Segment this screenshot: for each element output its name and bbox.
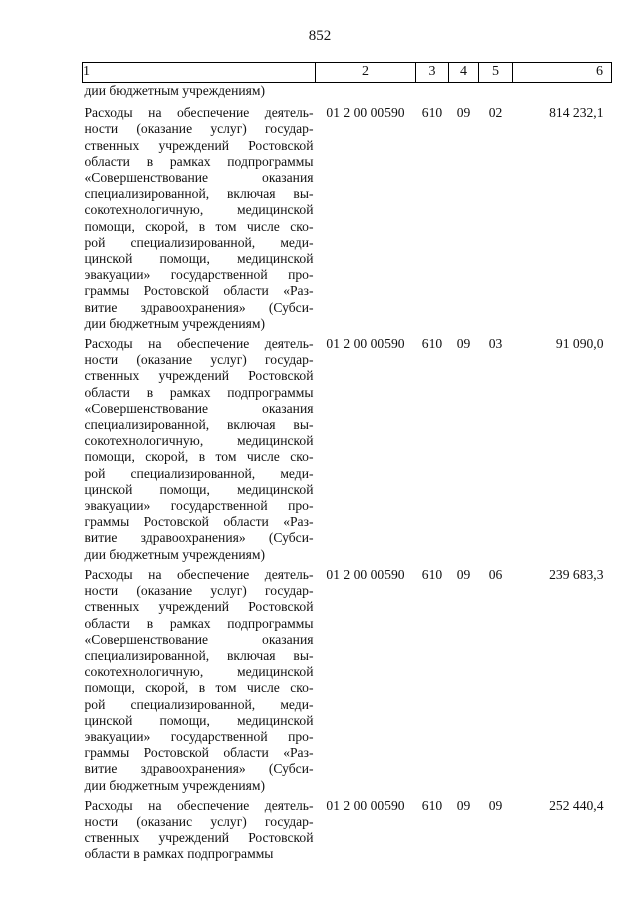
description-line: дии бюджетным учреждениям) (84, 777, 265, 793)
description-line: помощи, скорой, в том числе ско- (84, 680, 314, 696)
row-amount: 239 683,3 (549, 566, 604, 582)
header-col-2: 2 (316, 63, 416, 83)
table-row (83, 105, 612, 336)
row-code: 01 2 00 00590 (326, 105, 405, 121)
table-body (83, 83, 612, 867)
description-line: эвакуации» государственной про- (84, 267, 314, 283)
row-code: 01 2 00 00590 (326, 797, 405, 813)
description-line: цинской помощи, медицинской (84, 481, 314, 497)
description-line: витие здравоохранения» (Субси- (84, 761, 314, 777)
row-col-3: 610 (421, 336, 443, 352)
budget-table (82, 62, 612, 867)
row-description (83, 567, 316, 798)
header-col-3: 3 (416, 63, 449, 83)
header-col-6: 6 (513, 63, 612, 83)
description-line: «Совершенствование оказания (84, 400, 314, 416)
description-line: области в рамках подпрограммы (84, 846, 274, 862)
description-line: ности (оказание услуг) государ- (84, 583, 314, 599)
row-col-5: 02 (488, 105, 503, 121)
description-line: витие здравоохранения» (Субси- (84, 299, 314, 315)
description-line: «Совершенствование оказания (84, 631, 314, 647)
description-line: помощи, скорой, в том числе ско- (84, 218, 314, 234)
row-amount: 91 090,0 (555, 336, 604, 352)
description-line: сокотехнологичную, медицинской (84, 202, 314, 218)
description-line: цинской помощи, медицинской (84, 712, 314, 728)
description-line: специализированной, включая вы- (84, 186, 314, 202)
row-col-5: 03 (488, 336, 503, 352)
description-line: дии бюджетным учреждениям) (84, 315, 265, 331)
description-line: специализированной, включая вы- (84, 647, 314, 663)
description-line: ности (оказанис услуг) государ- (84, 813, 314, 829)
row-col-3: 610 (421, 566, 443, 582)
description-line: Расходы на обеспечение деятель- (84, 105, 314, 121)
description-line: сокотехнологичную, медицинской (84, 664, 314, 680)
row-col-5: 09 (488, 797, 503, 813)
description-line: помощи, скорой, в том числе ско- (84, 449, 314, 465)
description-line: витие здравоохранения» (Субси- (84, 530, 314, 546)
description-line: ственных учреждений Ростовской (84, 830, 314, 846)
description-line: ственных учреждений Ростовской (84, 368, 314, 384)
description-line: ственных учреждений Ростовской (84, 599, 314, 615)
row-description (83, 798, 316, 867)
row-amount: 814 232,1 (549, 105, 604, 121)
row-col-3: 610 (421, 105, 443, 121)
row-col-4: 09 (456, 336, 471, 352)
continuation-row (83, 83, 612, 106)
description-line: эвакуации» государственной про- (84, 498, 314, 514)
row-col-5: 06 (488, 566, 503, 582)
row-amount: 252 440,4 (549, 797, 604, 813)
description-line: рой специализированной, меди- (84, 234, 314, 250)
description-line: специализированной, включая вы- (84, 417, 314, 433)
description-line: области в рамках подпрограммы (84, 384, 314, 400)
description-line: рой специализированной, меди- (84, 465, 314, 481)
row-col-4: 09 (456, 105, 471, 121)
description-line: области в рамках подпрограммы (84, 615, 314, 631)
row-description (83, 336, 316, 567)
description-line: ственных учреждений Ростовской (84, 137, 314, 153)
description-line: граммы Ростовской области «Раз- (84, 745, 314, 761)
table-row (83, 336, 612, 567)
description-line: сокотехнологичную, медицинской (84, 433, 314, 449)
description-line: ности (оказание услуг) государ- (84, 121, 314, 137)
description-line: Расходы на обеспечение деятель- (84, 797, 314, 813)
row-code: 01 2 00 00590 (326, 566, 405, 582)
description-line: ности (оказание услуг) государ- (84, 352, 314, 368)
header-col-1: 1 (83, 63, 316, 83)
row-col-3: 610 (421, 797, 443, 813)
description-line: дии бюджетным учреждениям) (84, 546, 265, 562)
description-line: рой специализированной, меди- (84, 696, 314, 712)
description-line: граммы Ростовской области «Раз- (84, 514, 314, 530)
row-col-4: 09 (456, 566, 471, 582)
header-col-4: 4 (449, 63, 479, 83)
description-line: Расходы на обеспечение деятель- (84, 566, 314, 582)
header-col-5: 5 (479, 63, 513, 83)
row-col-4: 09 (456, 797, 471, 813)
page-number: 852 (308, 28, 332, 44)
table-row (83, 567, 612, 798)
table-header-row (83, 63, 612, 83)
row-description (83, 105, 316, 336)
description-line: цинской помощи, медицинской (84, 251, 314, 267)
description-line: эвакуации» государственной про- (84, 728, 314, 744)
continuation-text: дии бюджетным учреждениям) (84, 83, 265, 98)
description-line: области в рамках подпрограммы (84, 153, 314, 169)
description-line: «Совершенствование оказания (84, 170, 314, 186)
description-line: граммы Ростовской области «Раз- (84, 283, 314, 299)
row-code: 01 2 00 00590 (326, 336, 405, 352)
description-line: Расходы на обеспечение деятель- (84, 336, 314, 352)
table-row (83, 798, 612, 867)
